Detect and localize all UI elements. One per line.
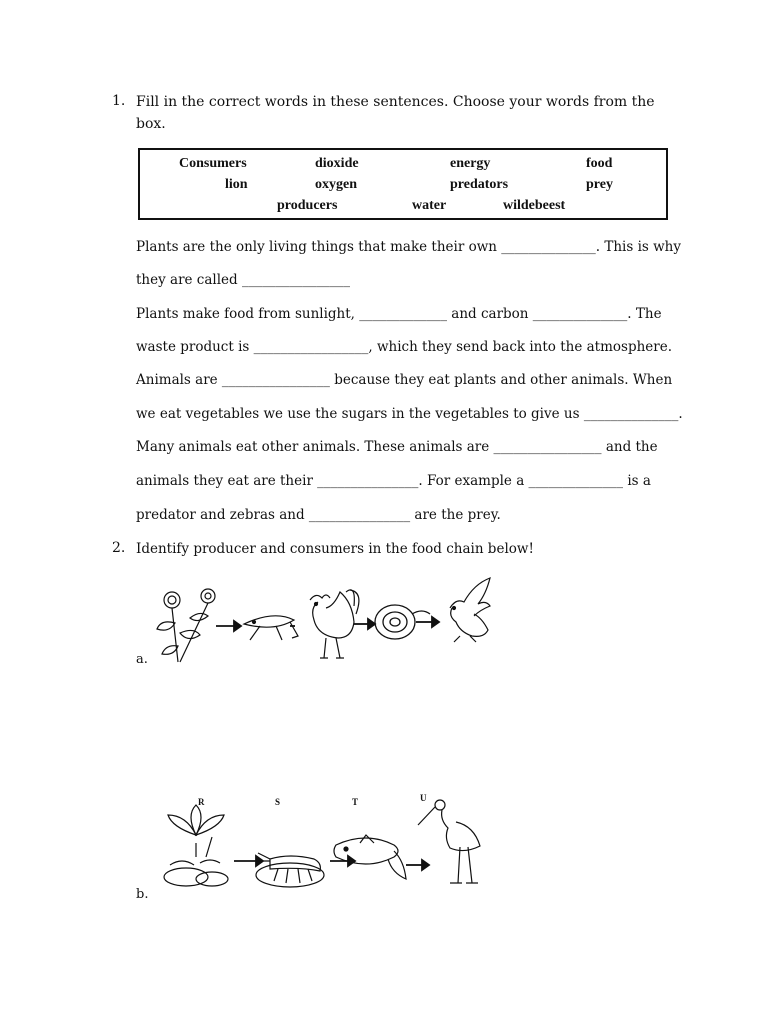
chain-b-letter: R (198, 797, 205, 807)
word-box-item: food (586, 156, 613, 171)
arrow-icon (406, 860, 429, 870)
question-2-number: 2. (112, 540, 126, 556)
question-1-prompt: Fill in the correct words in these sentences. Choose your words from the box. (136, 94, 655, 132)
arrow-icon (354, 619, 375, 629)
word-box-item: wildebeest (503, 198, 566, 213)
sentence-line: predator and zebras and _______________ are the prey. (136, 507, 501, 523)
arrow-icon (216, 621, 241, 631)
word-box-item: producers (277, 198, 338, 213)
question-1-number: 1. (112, 93, 126, 109)
word-box-item: prey (586, 177, 613, 192)
rooster-icon (310, 590, 359, 658)
sentence-line: we eat vegetables we use the sugars in the vegetables to give us ______________. (136, 406, 683, 422)
chain-a-label: a. (136, 652, 148, 667)
fish-icon (334, 835, 406, 879)
sentence-line: animals they eat are their _______________. For example a ______________ is a (136, 473, 651, 489)
sentence-line: they are called ________________ (136, 272, 350, 288)
word-box (138, 148, 668, 220)
word-box-item: water (412, 198, 447, 213)
heron-icon (418, 800, 480, 883)
chain-b-letter: T (352, 797, 359, 807)
word-box-item: oxygen (315, 177, 357, 192)
word-box-item: energy (450, 156, 491, 171)
food-chain-a (150, 578, 510, 668)
shrimp-icon (256, 853, 324, 887)
word-box-item: dioxide (315, 156, 359, 171)
sentence-line: Animals are ________________ because they eat plants and other animals. When (136, 372, 673, 388)
grasshopper-icon (244, 616, 298, 640)
sentence-line: Many animals eat other animals. These animals are ________________ and the (136, 439, 658, 455)
arrow-icon (416, 617, 439, 627)
arrow-icon (330, 856, 355, 866)
sentence-line: Plants make food from sunlight, _____________ and carbon ______________. The (136, 306, 662, 322)
sentence-line: Plants are the only living things that make their own ______________. This is why (136, 239, 681, 255)
word-box-item: predators (450, 177, 509, 192)
chain-b-letter: S (275, 797, 281, 807)
water-lily-icon (164, 805, 228, 886)
word-box-item: Consumers (179, 156, 247, 171)
chain-b-letter: U (420, 793, 427, 803)
question-2-prompt: Identify producer and consumers in the food chain below! (136, 541, 534, 557)
chain-b-label: b. (136, 887, 149, 902)
sentence-line: waste product is _________________, which they send back into the atmosphere. (136, 339, 672, 355)
flower-icon (157, 589, 215, 662)
word-box-item: lion (225, 177, 248, 192)
food-chain-b (160, 795, 500, 895)
eagle-icon (450, 578, 490, 642)
